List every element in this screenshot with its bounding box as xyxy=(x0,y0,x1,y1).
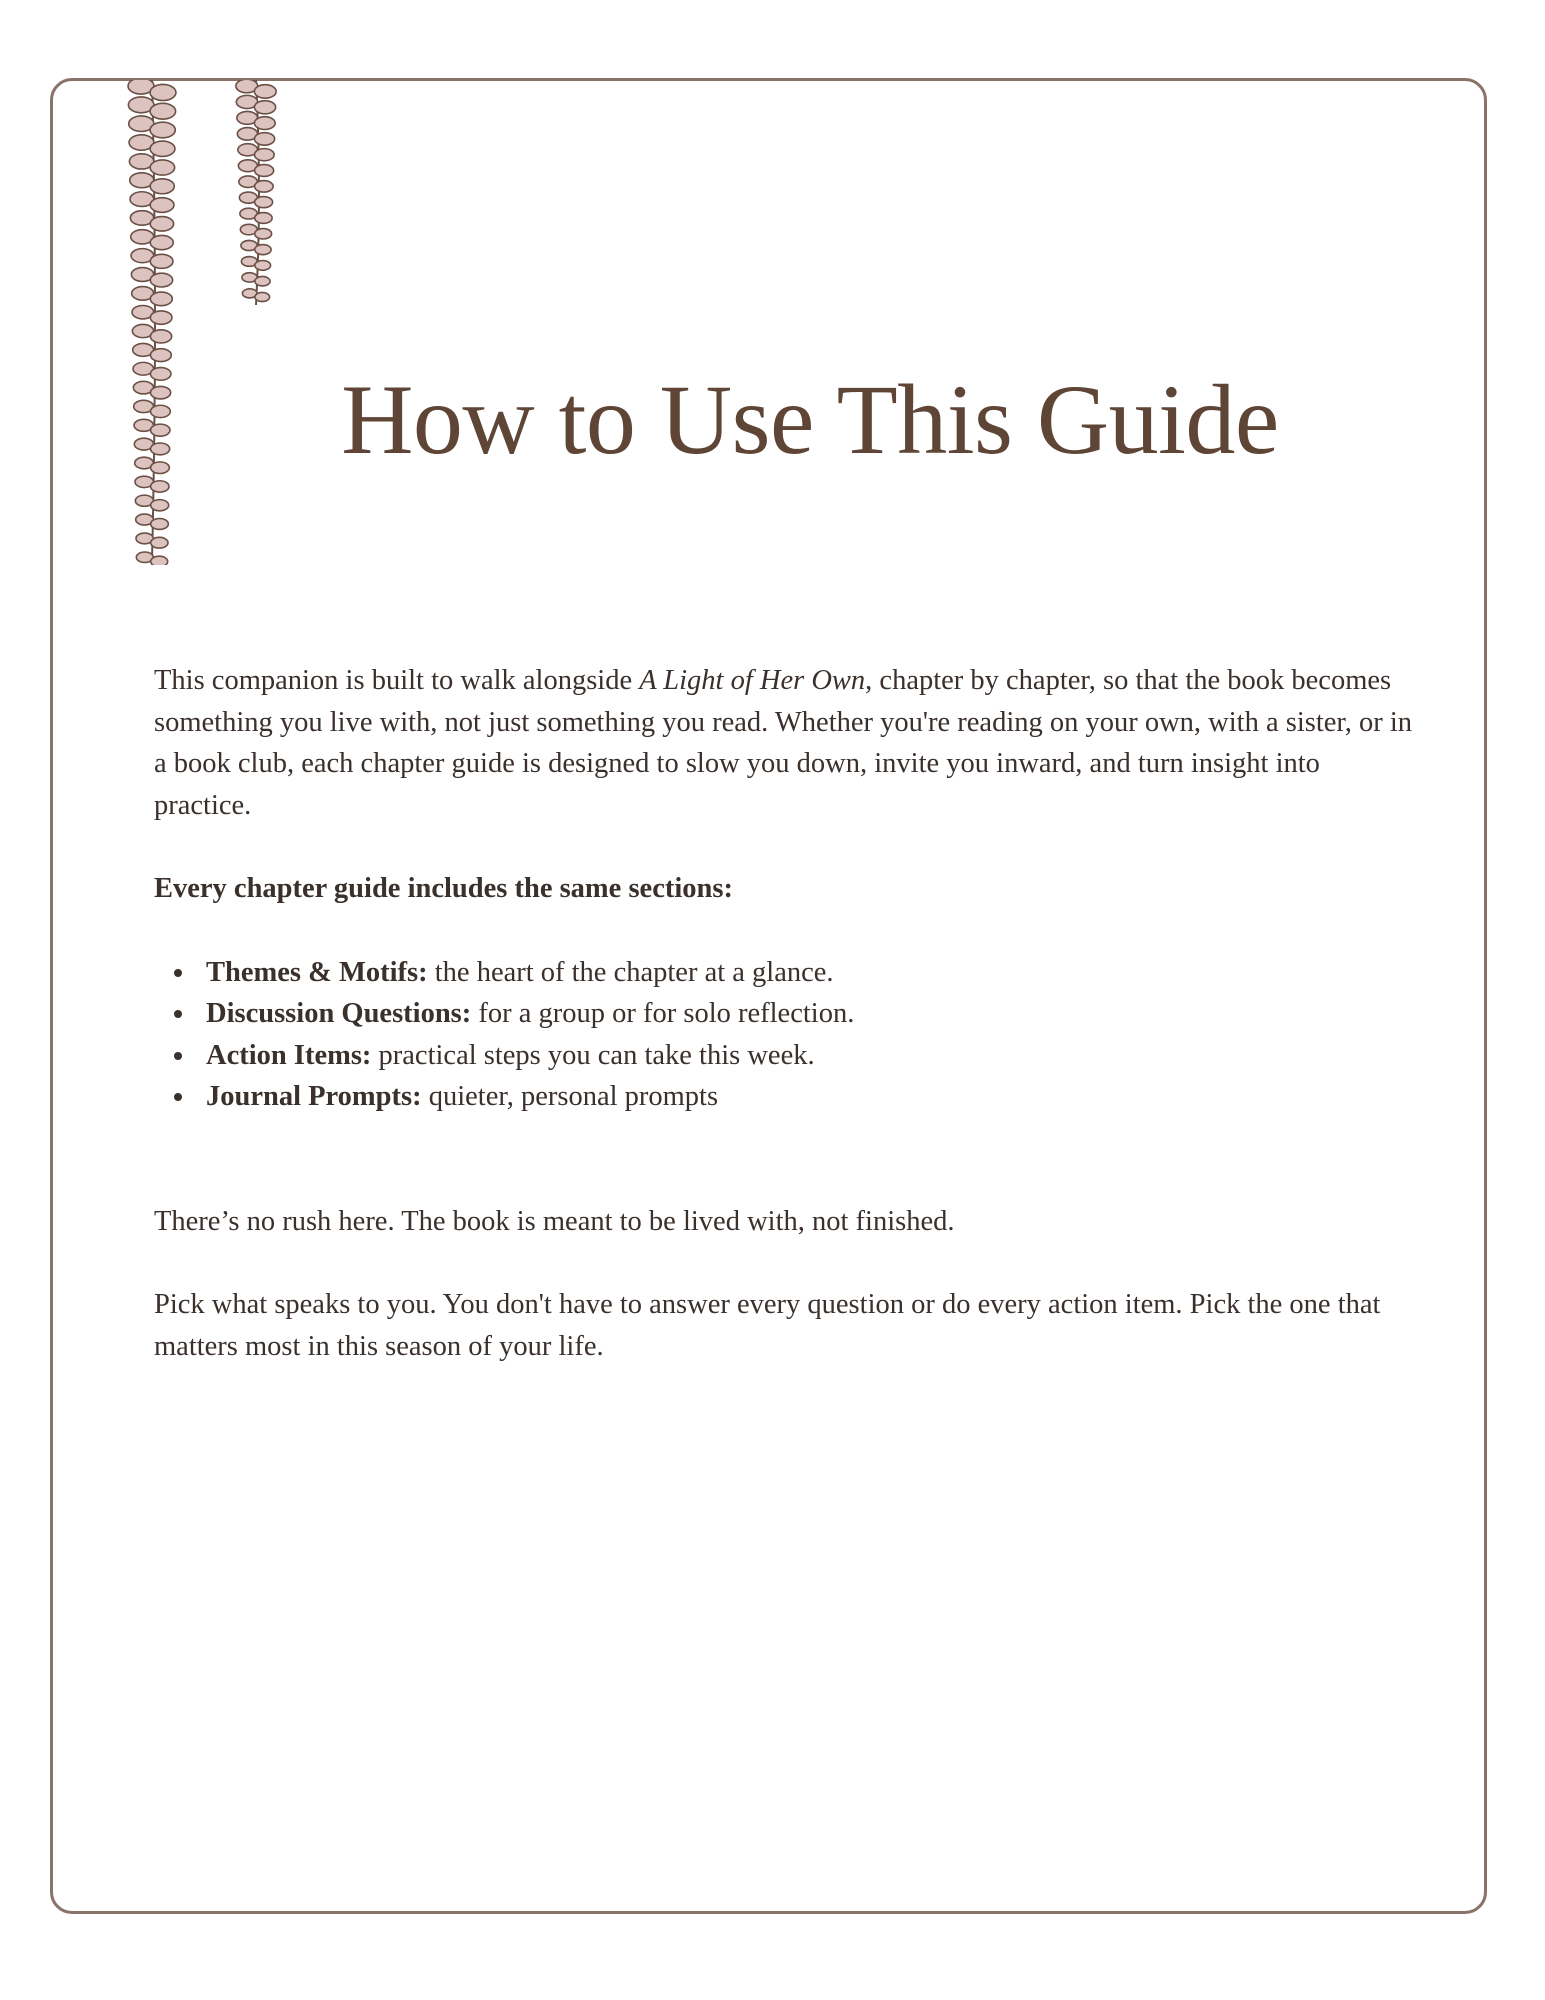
sections-heading: Every chapter guide includes the same sections: xyxy=(154,873,733,904)
hanging-wisteria-vine-icon xyxy=(110,80,300,565)
list-item: Discussion Questions: for a group or for solo reflection. xyxy=(206,993,1414,1035)
closing-paragraph-1: There’s no rush here. The book is meant to be lived with, not finished. xyxy=(154,1205,955,1237)
book-title: A Light of Her Own xyxy=(639,665,866,696)
page-title: How to Use This Guide xyxy=(341,364,1279,475)
list-item: Action Items: practical steps you can take this week. xyxy=(206,1035,1414,1077)
guide-content xyxy=(154,660,1414,1409)
list-item: Themes & Motifs: the heart of the chapter at a glance. xyxy=(206,952,1414,994)
list-item: Journal Prompts: quieter, personal prompts xyxy=(206,1076,1414,1118)
sections-list xyxy=(154,952,1414,1118)
closing-paragraph-2: Pick what speaks to you. You don't have to answer every question or do every action item. Pick the one that matters most in this season of your life. xyxy=(154,1289,1381,1362)
intro-paragraph: This companion is built to walk alongside A Light of Her Own, chapter by chapter, so that the book becomes something you live with, not just something you read. Whether you're reading on your own, with a sister, or in a book club, each chapter guide is designed to slow you down, invite you inward, and turn insight into practice. xyxy=(154,665,1413,821)
